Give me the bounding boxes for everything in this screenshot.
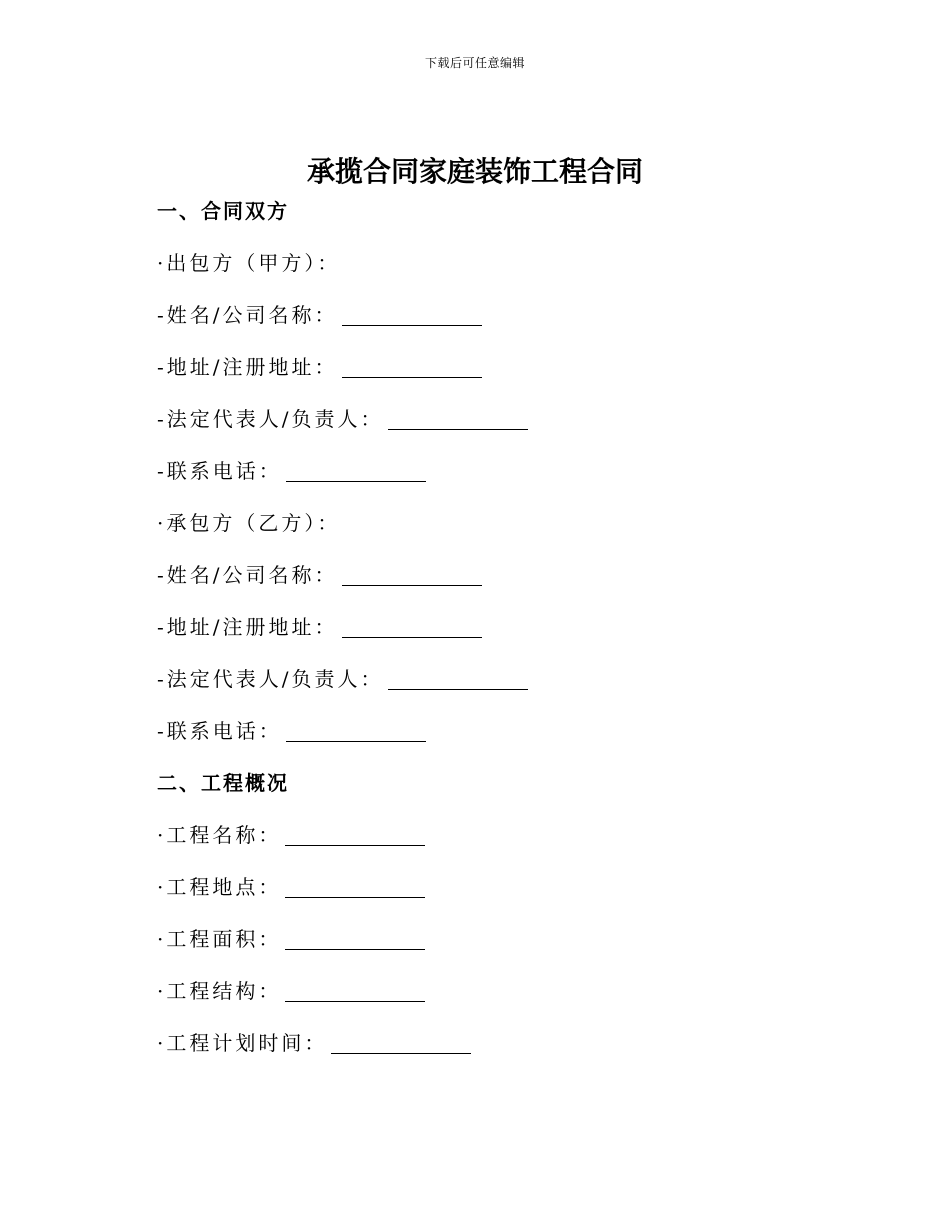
section-heading-project-overview: 二、工程概况 bbox=[157, 771, 289, 795]
project-schedule-row bbox=[157, 1030, 837, 1056]
field-label: -地址/注册地址： bbox=[157, 615, 338, 639]
fill-in-blank[interactable] bbox=[286, 461, 426, 482]
field-label: ·工程地点： bbox=[157, 875, 282, 899]
party-a-address-row bbox=[157, 354, 837, 380]
fill-in-blank[interactable] bbox=[285, 877, 425, 898]
fill-in-blank[interactable] bbox=[286, 721, 426, 742]
document-body bbox=[157, 198, 837, 1082]
party-b-address-row bbox=[157, 614, 837, 640]
field-label: -姓名/公司名称： bbox=[157, 303, 338, 327]
fill-in-blank[interactable] bbox=[331, 1033, 471, 1054]
fill-in-blank[interactable] bbox=[388, 409, 528, 430]
fill-in-blank[interactable] bbox=[285, 981, 425, 1002]
fill-in-blank[interactable] bbox=[342, 617, 482, 638]
field-label: -法定代表人/负责人： bbox=[157, 407, 384, 431]
field-label: ·工程名称： bbox=[157, 823, 282, 847]
project-structure-row bbox=[157, 978, 837, 1004]
field-label: ·工程面积： bbox=[157, 927, 282, 951]
project-name-row bbox=[157, 822, 837, 848]
party-a-representative-row bbox=[157, 406, 837, 432]
project-location-row bbox=[157, 874, 837, 900]
fill-in-blank[interactable] bbox=[342, 565, 482, 586]
fill-in-blank[interactable] bbox=[342, 357, 482, 378]
field-label: -联系电话： bbox=[157, 719, 282, 743]
field-label: -地址/注册地址： bbox=[157, 355, 338, 379]
field-label: -联系电话： bbox=[157, 459, 282, 483]
field-label: ·工程计划时间： bbox=[157, 1031, 328, 1055]
party-b-label: ·承包方（乙方）： bbox=[157, 511, 341, 535]
project-area-row bbox=[157, 926, 837, 952]
party-b-name-row bbox=[157, 562, 837, 588]
header-note: 下载后可任意编辑 bbox=[424, 56, 525, 70]
fill-in-blank[interactable] bbox=[388, 669, 528, 690]
party-a-phone-row bbox=[157, 458, 837, 484]
section-heading-parties: 一、合同双方 bbox=[157, 199, 289, 223]
field-label: -姓名/公司名称： bbox=[157, 563, 338, 587]
field-label: -法定代表人/负责人： bbox=[157, 667, 384, 691]
fill-in-blank[interactable] bbox=[285, 929, 425, 950]
party-a-label: ·出包方（甲方）： bbox=[157, 251, 341, 275]
party-b-representative-row bbox=[157, 666, 837, 692]
document-title: 承揽合同家庭装饰工程合同 bbox=[306, 155, 643, 188]
fill-in-blank[interactable] bbox=[342, 305, 482, 326]
party-b-phone-row bbox=[157, 718, 837, 744]
party-a-name-row bbox=[157, 302, 837, 328]
field-label: ·工程结构： bbox=[157, 979, 282, 1003]
fill-in-blank[interactable] bbox=[285, 825, 425, 846]
